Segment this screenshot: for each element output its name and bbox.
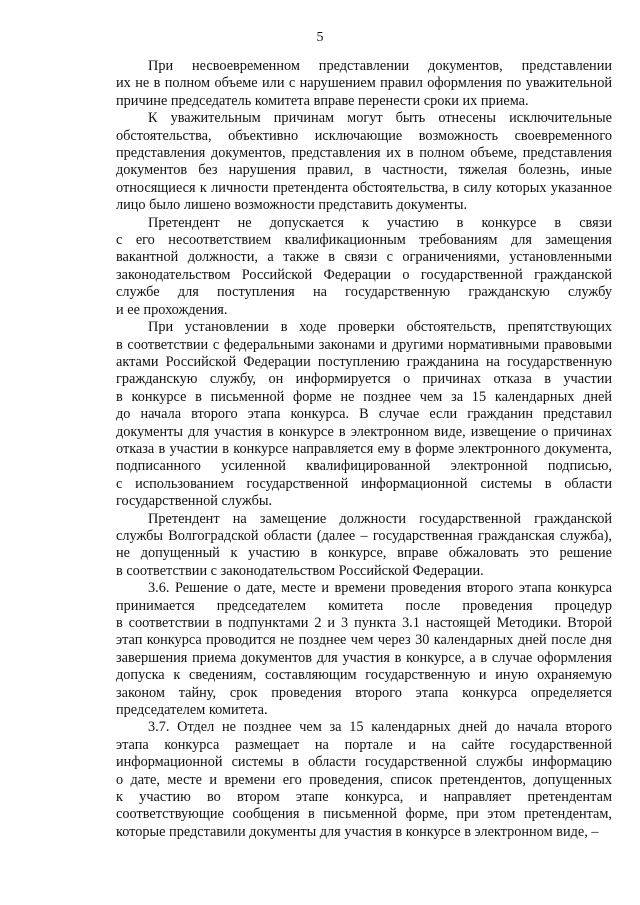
- text-line: документы для участия в конкурсе в электронном виде, извещение о причинах: [116, 423, 612, 440]
- text-line: к участию во втором этапе конкурса, и направляет претендентам: [116, 789, 612, 806]
- text-line: 3.7. Отдел не позднее чем за 15 календарных дней до начала второго: [148, 719, 612, 736]
- text-line: службе для поступления на государственную гражданскую службу: [116, 284, 612, 301]
- text-line: 3.6. Решение о дате, месте и времени проведения второго этапа конкурса: [148, 580, 612, 597]
- text-line: принимается председателем комитета после проведения процедур: [116, 597, 612, 614]
- paragraph: [116, 215, 612, 319]
- text-line: до начала второго этапа конкурса. В случае если гражданин представил: [116, 406, 612, 423]
- text-line: которые представили документы для участия в конкурсе в электронном виде, –: [116, 823, 599, 840]
- document-body: [116, 58, 612, 841]
- text-line: представления документов, представления их в полном объеме, представления: [116, 145, 612, 162]
- text-line: в соответствии с законодательством Российской Федерации.: [116, 562, 484, 579]
- text-line: с использованием государственной информационной системы в области: [116, 475, 612, 492]
- text-line: не допущенный к участию в конкурсе, вправе обжаловать это решение: [116, 545, 612, 562]
- text-line: документов без нарушения правил, в частности, тяжелая болезнь, иные: [116, 162, 612, 179]
- paragraph: [116, 719, 612, 841]
- text-line: с его несоответствием квалификационным требованиям для замещения: [116, 232, 612, 249]
- text-line: лицо было лишено возможности представить документы.: [116, 197, 468, 214]
- text-line: службы Волгоградской области (далее – государственная гражданская служба),: [116, 527, 612, 544]
- text-line: относящиеся к личности претендента обстоятельства, в силу которых указанное: [116, 179, 612, 196]
- text-line: их не в полном объеме или с нарушением правил оформления по уважительной: [116, 75, 612, 92]
- text-line: допуска к сведениям, составляющим государственную и иную охраняемую: [116, 667, 612, 684]
- text-line: законом тайну, срок проведения второго этапа конкурса определяется: [116, 684, 612, 701]
- text-line: При несвоевременном представлении документов, представлении: [148, 58, 612, 74]
- text-line: законодательством Российской Федерации о государственной гражданской: [116, 266, 612, 283]
- paragraph: [116, 110, 612, 214]
- paragraph: [116, 511, 612, 581]
- text-line: соответствующие сообщения в письменной форме, при этом претендентам,: [116, 806, 612, 823]
- text-line: этап конкурса проводится не позднее чем через 30 календарных дней после дня: [116, 632, 612, 649]
- text-line: и ее прохождения.: [116, 301, 228, 318]
- text-line: Претендент не допускается к участию в конкурсе в связи: [148, 214, 612, 231]
- text-line: в соответствии с федеральными законами и другими нормативными правовыми: [116, 336, 612, 353]
- page-number: 5: [316, 30, 324, 45]
- text-line: отказа в участии в конкурсе направляется ему в форме электронного документа,: [116, 440, 612, 457]
- text-line: в соответствии в подпунктами 2 и 3 пункта 3.1 настоящей Методики. Второй: [116, 615, 612, 631]
- text-line: о дате, месте и времени его проведения, список претендентов, допущенных: [116, 771, 612, 788]
- text-line: информационной системы в области государственной службы информацию: [116, 754, 612, 771]
- text-line: гражданскую службу, он информируется о причинах отказа в участии: [116, 371, 612, 388]
- text-line: При установлении в ходе проверки обстоятельств, препятствующих: [148, 319, 612, 336]
- text-line: обстоятельства, объективно исключающие возможность своевременного: [116, 127, 612, 144]
- paragraph: [116, 580, 612, 719]
- text-line: этапа конкурса размещает на портале и на сайте государственной: [116, 736, 612, 753]
- text-line: актами Российской Федерации поступлению гражданина на государственную: [116, 353, 612, 370]
- text-line: в конкурсе в письменной форме не позднее чем за 15 календарных дней: [116, 388, 612, 405]
- paragraph: [116, 58, 612, 110]
- text-line: Претендент на замещение должности государственной гражданской: [148, 510, 612, 527]
- text-line: вакантной должности, а также в связи с ограничениями, установленными: [116, 249, 612, 266]
- text-line: причине председатель комитета вправе перенести сроки их приема.: [116, 92, 529, 109]
- text-line: завершения приема документов для участия в конкурсе, а в случае оформления: [116, 649, 612, 666]
- text-line: председателем комитета.: [116, 702, 268, 719]
- paragraph: [116, 319, 612, 510]
- text-line: государственной службы.: [116, 493, 273, 510]
- text-line: К уважительным причинам могут быть отнесены исключительные: [148, 110, 612, 127]
- text-line: подписанного усиленной квалифицированной электронной подписью,: [116, 458, 612, 475]
